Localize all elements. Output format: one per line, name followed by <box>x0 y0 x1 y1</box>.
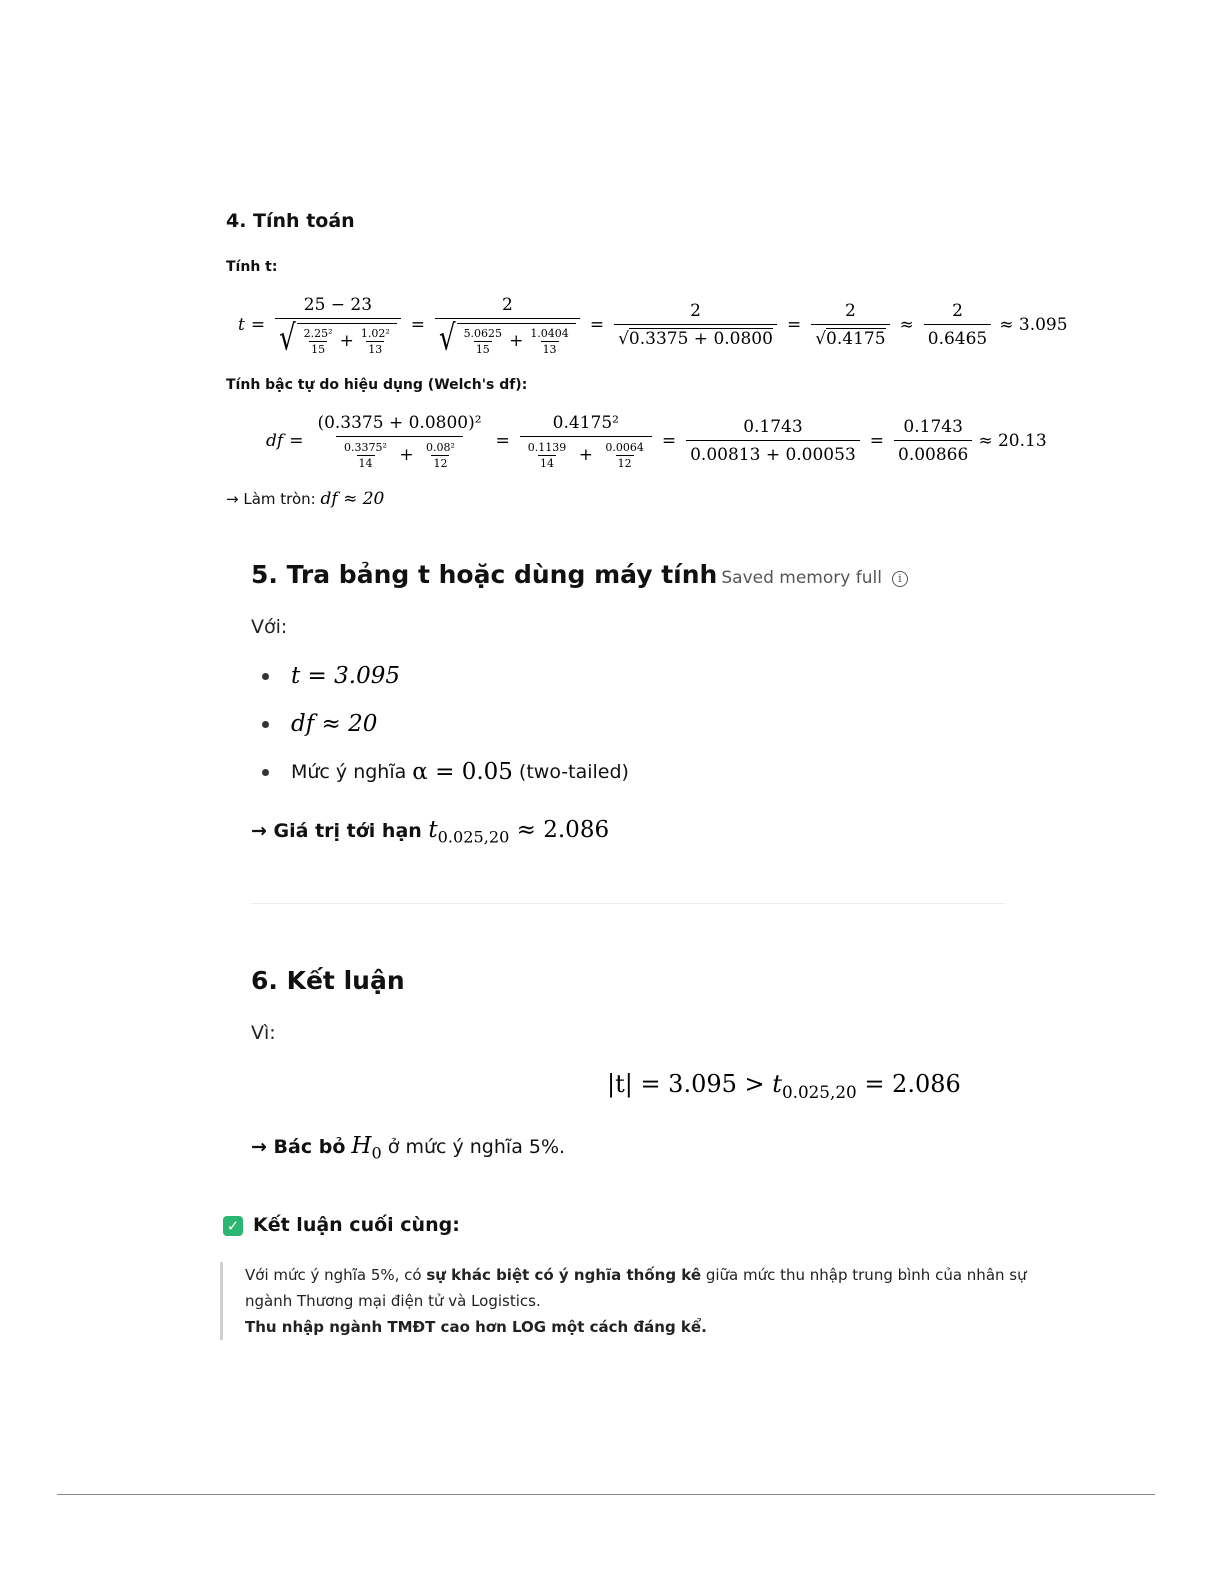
df-equation: df = (0.3375 + 0.0800)² $\frac{\text{0.3375²}}{14}$ + $\frac{\text{0.08²}}{12}$ = 0.4175² $\frac{0.1139}{14}$ + $\frac{0.0064}{12}$ = $\frac{0.1743}{0.00813 + 0.00053}$ = $\frac{0.1743}{0.00866}$ ≈ 20.13 <box>266 412 1047 470</box>
df-frac-4: $\frac{0.1743}{0.00866}$ <box>894 417 972 465</box>
df-result: ≈ 20.13 <box>978 431 1047 451</box>
section5-heading: 5. Tra bảng t hoặc dùng máy tính <box>251 560 718 589</box>
t-lhs: t <box>238 315 245 335</box>
final-line-3: Thu nhập ngành TMĐT cao hơn LOG một cách đáng kể. <box>245 1318 707 1336</box>
because-label: Vì: <box>251 1022 276 1044</box>
footer-divider <box>57 1494 1155 1495</box>
final-heading: Kết luận cuối cùng: <box>253 1214 460 1236</box>
section6-heading: 6. Kết luận <box>251 966 405 995</box>
t-label: Tính t: <box>226 259 278 275</box>
round-value: df ≈ 20 <box>320 489 385 509</box>
final-heading-row <box>223 1214 460 1236</box>
t-frac-3: $\frac{2}{√0.3375 + 0.0800}$ <box>614 301 777 349</box>
final-quote <box>220 1262 1045 1340</box>
final-line-2: ngành Thương mại điện tử và Logistics. <box>245 1292 541 1310</box>
t-result: ≈ 3.095 <box>999 315 1068 335</box>
check-icon: ✓ <box>223 1216 243 1236</box>
t-frac-1: 25 − 23 √ $\frac{\text{2.25²}}{15}$ + $\frac{\text{1.02²}}{13}$ <box>275 295 401 356</box>
section4-heading: 4. Tính toán <box>226 210 355 232</box>
reject-line: → Bác bỏ $H_0$ ở mức ý nghĩa 5%. <box>251 1133 566 1163</box>
df-frac-1: (0.3375 + 0.0800)² $\frac{\text{0.3375²}}{14}$ + $\frac{\text{0.08²}}{12}$ <box>317 412 482 470</box>
t-frac-5: $\frac{2}{0.6465}$ <box>924 301 991 349</box>
list-item: df ≈ 20 <box>252 700 629 748</box>
round-line: → Làm tròn: df ≈ 20 <box>226 489 385 509</box>
conclusion-equation: $|t| = 3.095 > t_{0.025,20} = 2.086$ <box>607 1070 961 1102</box>
critical-value-line: → Giá trị tới hạn $t_{0.025,20} \approx 2.086$ <box>251 817 610 847</box>
divider <box>251 903 1005 904</box>
t-equation: t = 25 − 23 √ $\frac{\text{2.25²}}{15}$ + $\frac{\text{1.02²}}{13}$ = 2 √ $\frac{5.0625}{15}$ + $\frac{1.0404}{13}$ = $\frac{2}{√0.3375 + 0.0800}$ = $\frac{2}{√0.4175}$ ≈ $\frac{2}{0.6465}$ ≈ 3.095 <box>238 294 1068 359</box>
conditions-list <box>252 652 629 796</box>
info-icon[interactable]: i <box>892 571 908 587</box>
final-line-1: Với mức ý nghĩa 5%, có sự khác biệt có ý nghĩa thống kê giữa mức thu nhập trung bình của nhân sự <box>245 1266 1027 1284</box>
t-frac-2: 2 √ $\frac{5.0625}{15}$ + $\frac{1.0404}{13}$ <box>435 295 580 356</box>
saved-memory-text: Saved memory full <box>721 568 882 588</box>
section5-heading-row <box>251 560 908 589</box>
df-label: Tính bậc tự do hiệu dụng (Welch's df): <box>226 377 528 393</box>
t-frac-4: $\frac{2}{√0.4175}$ <box>811 301 889 349</box>
list-item: Mức ý nghĩa α = 0.05 (two-tailed) <box>252 748 629 796</box>
df-lhs: df <box>266 431 284 451</box>
list-item: t = 3.095 <box>252 652 629 700</box>
with-label: Với: <box>251 616 288 638</box>
df-frac-3: $\frac{0.1743}{0.00813 + 0.00053}$ <box>686 417 860 465</box>
df-frac-2: 0.4175² $\frac{0.1139}{14}$ + $\frac{0.0064}{12}$ <box>520 413 652 470</box>
